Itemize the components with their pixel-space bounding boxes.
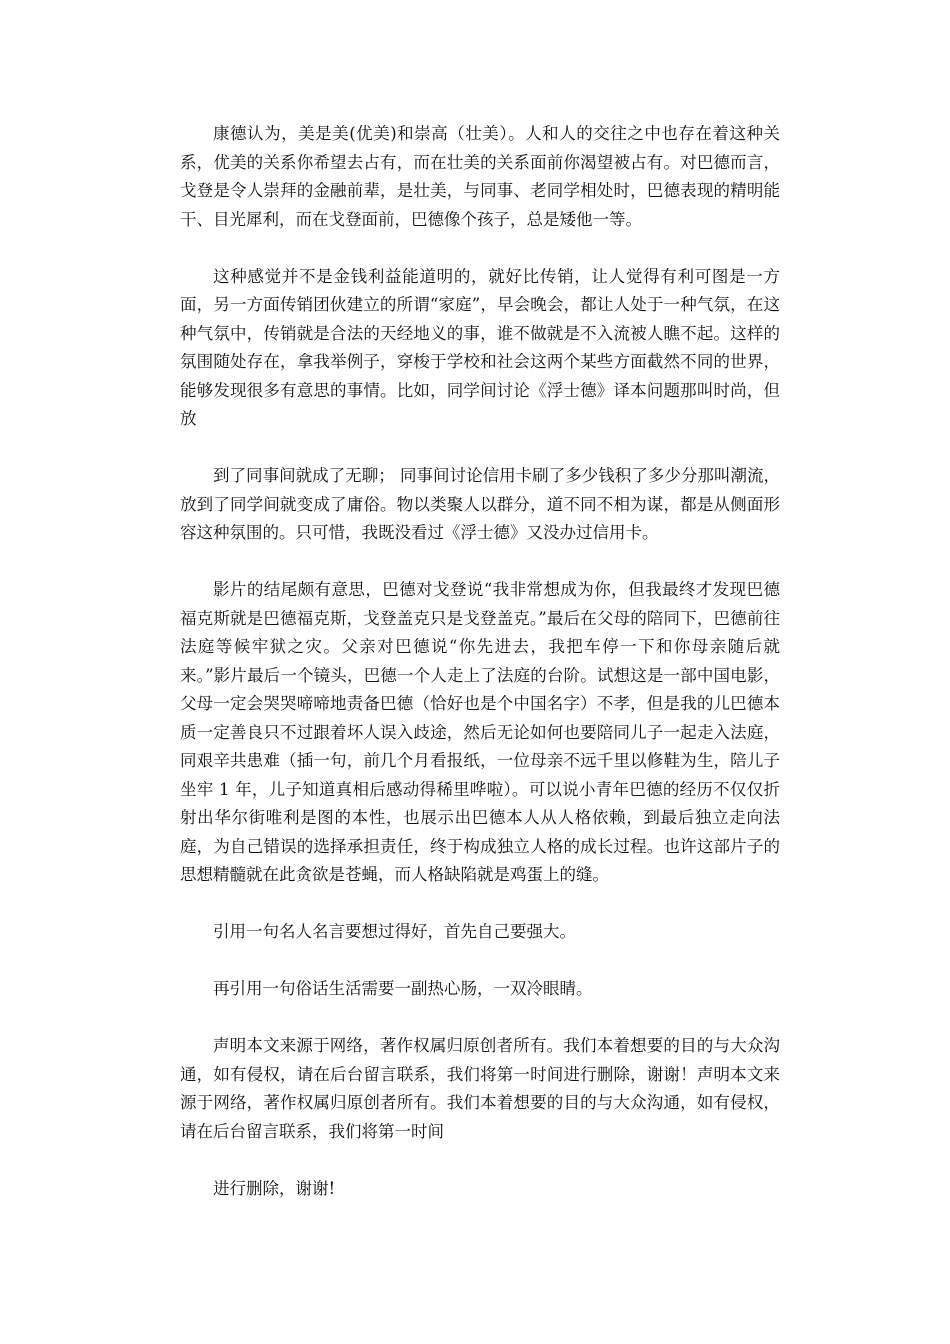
paragraph-kant-beauty: 康德认为，美是美(优美)和崇高（壮美）。人和人的交往之中也存在着这种关系，优美的关系你希望去占有，而在壮美的关系面前你渴望被占有。对巴德而言，戈登是令人崇拜的金融前辈，是壮美，与同事、老同学相处时，巴德表现的精明能干、目光犀利，而在戈登面前，巴德像个孩子，总是矮他一等。 [180, 124, 780, 229]
paragraph-quote-famous: 引用一句名人名言要想过得好，首先自己要强大。 [213, 922, 576, 941]
document-body [180, 120, 780, 1232]
paragraph-disclaimer-end: 进行删除，谢谢! [213, 1178, 336, 1198]
paragraph-colleagues: 到了同事间就成了无聊； 同事间讨论信用卡刷了多少钱积了多少分那叫潮流，放到了同学间就变成了庸俗。物以类聚人以群分，道不同不相为谋，都是从侧面形容这种氛围的。只可惜，我既没看过《浮士德》又没办过信用卡。 [180, 466, 780, 542]
paragraph-pyramid-selling: 这种感觉并不是金钱利益能道明的，就好比传销，让人觉得有利可图是一方面，另一方面传销团伙建立的所谓“家庭”，早会晚会，都让人处于一种气氛，在这种气氛中，传销就是合法的天经地义的事，谁不做就是不入流被人瞧不起。这样的氛围随处存在，拿我举例子，穿梭于学校和社会这两个某些方面截然不同的世界，能够发现很多有意思的事情。比如，同学间讨论《浮士德》译本问题那叫时尚，但放 [180, 266, 780, 428]
paragraph-quote-saying: 再引用一句俗话生活需要一副热心肠，一双冷眼睛。 [213, 979, 593, 998]
paragraph-film-ending: 影片的结尾颇有意思，巴德对戈登说“我非常想成为你，但我最终才发现巴德福克斯就是巴德福克斯，戈登盖克只是戈登盖克。”最后在父母的陪同下，巴德前往法庭等候牢狱之灾。父亲对巴德说“你先进去，我把车停一下和你母亲随后就来。”影片最后一个镜头，巴德一个人走上了法庭的台阶。试想这是一部中国电影，父母一定会哭哭啼啼地责备巴德（恰好也是个中国名字）不孝，但是我的儿巴德本质一定善良只不过跟着坏人误入歧途，然后无论如何也要陪同儿子一起走入法庭，同艰辛共患难（插一句，前几个月看报纸，一位母亲不远千里以修鞋为生，陪儿子坐牢 1 年，儿子知道真相后感动得稀里哗啦）。可以说小青年巴德的经历不仅仅折射出华尔街唯利是图的本性，也展示出巴德本人从人格依赖，到最后独立走向法庭，为自己错误的选择承担责任，终于构成独立人格的成长过程。也许这部片子的思想精髓就在此贪欲是苍蝇，而人格缺陷就是鸡蛋上的缝。 [180, 580, 780, 884]
paragraph-disclaimer: 声明本文来源于网络，著作权属归原创者所有。我们本着想要的目的与大众沟通，如有侵权，请在后台留言联系，我们将第一时间进行删除，谢谢！声明本文来源于网络，著作权属归原创者所有。我们本着想要的目的与大众沟通，如有侵权，请在后台留言联系，我们将第一时间 [180, 1036, 780, 1141]
